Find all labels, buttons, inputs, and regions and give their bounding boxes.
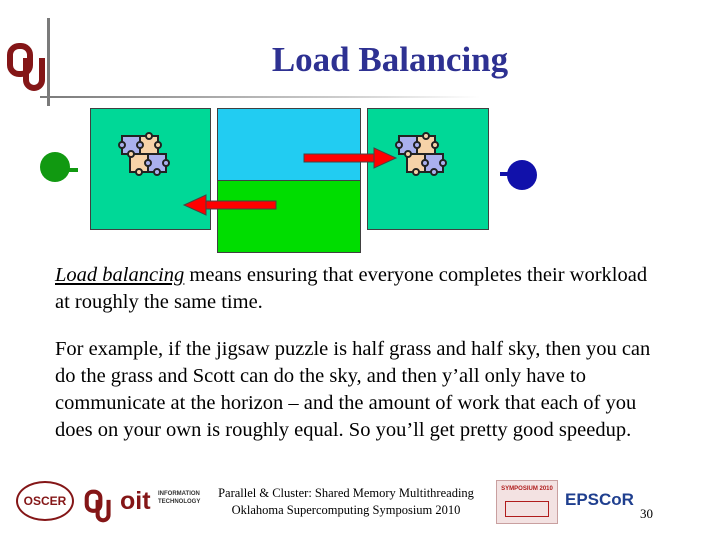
footer-line-1: Parallel & Cluster: Shared Memory Multithreading	[218, 486, 474, 500]
example-paragraph: For example, if the jigsaw puzzle is half grass and half sky, then you can do the grass and Scott can do the sky, and then y’all only have to communicate at the horizon – and the amount of work that each of you does on your own is roughly equal. So you’ll get pretty good speedup.	[55, 338, 651, 441]
ou-logo	[6, 38, 50, 96]
arrow-right-icon	[300, 146, 400, 170]
symposium-logo-text: SYMPOSIUM 2010	[501, 486, 553, 492]
footer-text	[196, 485, 496, 519]
puzzle-pieces-icon	[393, 130, 459, 190]
term-load-balancing: Load balancing	[55, 264, 185, 286]
definition-text: means ensuring that everyone completes their workload at roughly the same time.	[55, 264, 648, 313]
page-number: 30	[640, 506, 653, 521]
definition-paragraph	[55, 262, 665, 316]
right-person-icon	[494, 156, 542, 194]
arrow-left-icon	[180, 193, 280, 217]
symposium-logo	[496, 480, 558, 524]
footer-line-2: Oklahoma Supercomputing Symposium 2010	[231, 503, 461, 517]
title-rule-horizontal	[40, 96, 480, 98]
oklahoma-outline-icon	[505, 501, 549, 517]
title-rule-vertical	[47, 18, 50, 106]
sky-region	[217, 108, 361, 181]
puzzle-pieces-icon	[116, 130, 182, 190]
epscor-logo: EPSCoR	[565, 490, 634, 509]
left-person-icon	[38, 150, 84, 184]
slide-title: Load Balancing	[271, 40, 509, 79]
oscer-logo: OSCER	[16, 481, 74, 521]
ou-logo-small	[84, 486, 114, 526]
oit-logo: oit	[120, 487, 151, 515]
oit-tagline: INFORMATION TECHNOLOGY	[158, 491, 201, 505]
